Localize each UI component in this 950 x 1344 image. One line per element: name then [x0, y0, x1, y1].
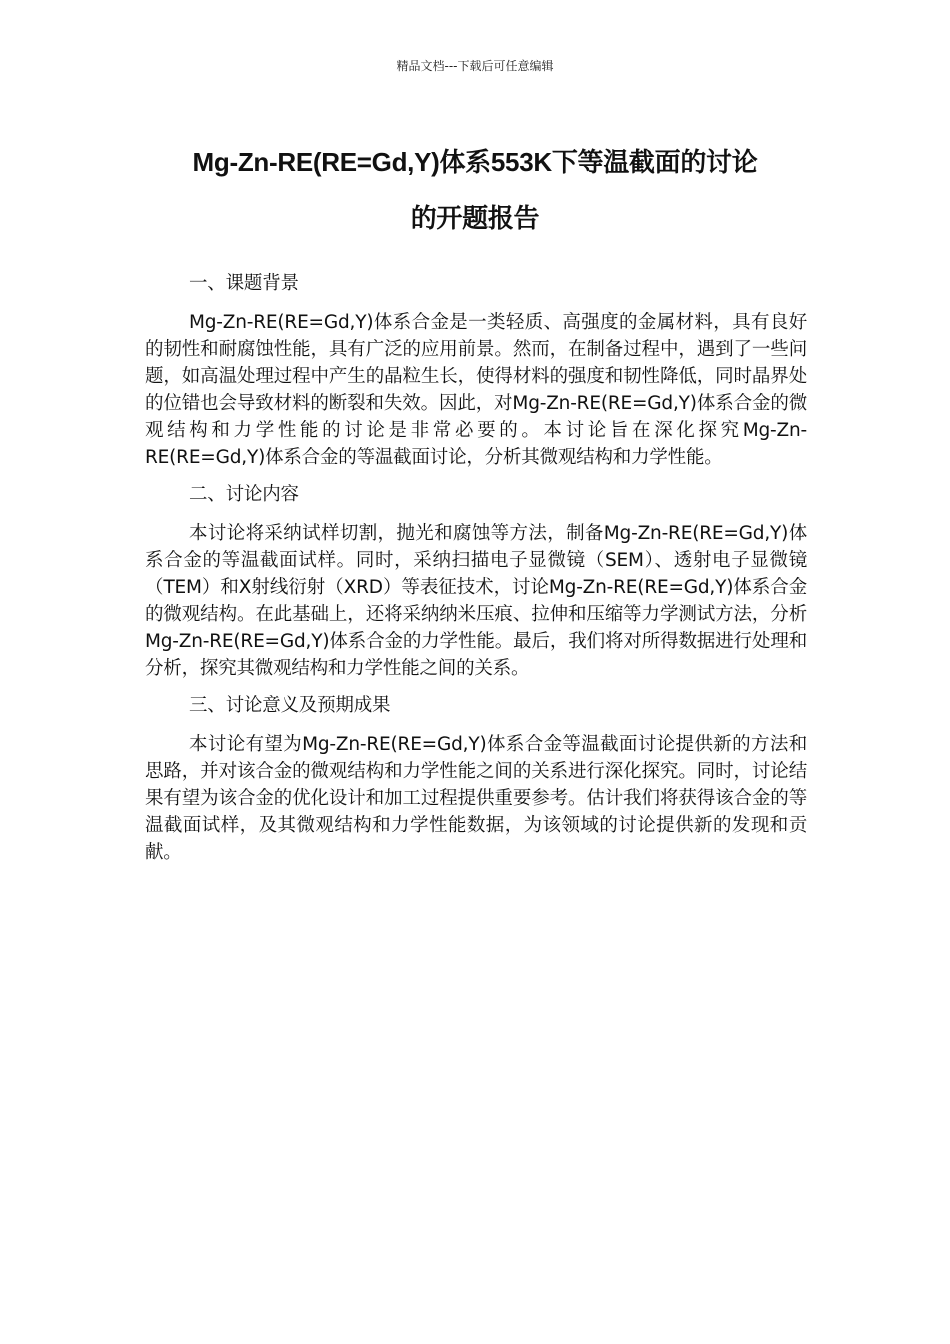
- document-title: [60, 134, 890, 246]
- section-paragraph: 本讨论有望为Mg-Zn-RE(RE=Gd,Y)体系合金等温截面讨论提供新的方法和思路，并对该合金的微观结构和力学性能之间的关系进行深化探究。同时，讨论结果有望为该合金的优化设计和加工过程提供重要参考。估计我们将获得该合金的等温截面试样，及其微观结构和力学性能数据，为该领域的讨论提供新的发现和贡献。: [145, 734, 807, 863]
- document-body: [145, 270, 807, 876]
- section-significance: [145, 692, 807, 866]
- section-background: [145, 270, 807, 471]
- section-paragraph: 本讨论将采纳试样切割，抛光和腐蚀等方法，制备Mg-Zn-RE(RE=Gd,Y)体系合金的等温截面试样。同时，采纳扫描电子显微镜（SEM）、透射电子显微镜（TEM）和X射线衍射（XRD）等表征技术，讨论Mg-Zn-RE(RE=Gd,Y)体系合金的微观结构。在此基础上，还将采纳纳米压痕、拉伸和压缩等力学测试方法，分析Mg-Zn-RE(RE=Gd,Y)体系合金的力学性能。最后，我们将对所得数据进行处理和分析，探究其微观结构和力学性能之间的关系。: [145, 523, 807, 679]
- section-heading: 二、讨论内容: [189, 484, 299, 505]
- page-header: 精品文档---下载后可任意编辑: [396, 59, 554, 73]
- title-line-1: Mg-Zn-RE(RE=Gd,Y)体系553K下等温截面的讨论: [192, 147, 758, 177]
- section-content: [145, 481, 807, 682]
- section-paragraph: Mg-Zn-RE(RE=Gd,Y)体系合金是一类轻质、高强度的金属材料，具有良好的韧性和耐腐蚀性能，具有广泛的应用前景。然而，在制备过程中，遇到了一些问题，如高温处理过程中产生的晶粒生长，使得材料的强度和韧性降低，同时晶界处的位错也会导致材料的断裂和失效。因此，对Mg-Zn-RE(RE=Gd,Y)体系合金的微观结构和力学性能的讨论是非常必要的。本讨论旨在深化探究Mg-Zn-RE(RE=Gd,Y)体系合金的等温截面讨论，分析其微观结构和力学性能。: [145, 312, 807, 468]
- title-line-2: 的开题报告: [410, 203, 540, 233]
- section-heading: 一、课题背景: [189, 273, 299, 294]
- section-heading: 三、讨论意义及预期成果: [189, 695, 391, 716]
